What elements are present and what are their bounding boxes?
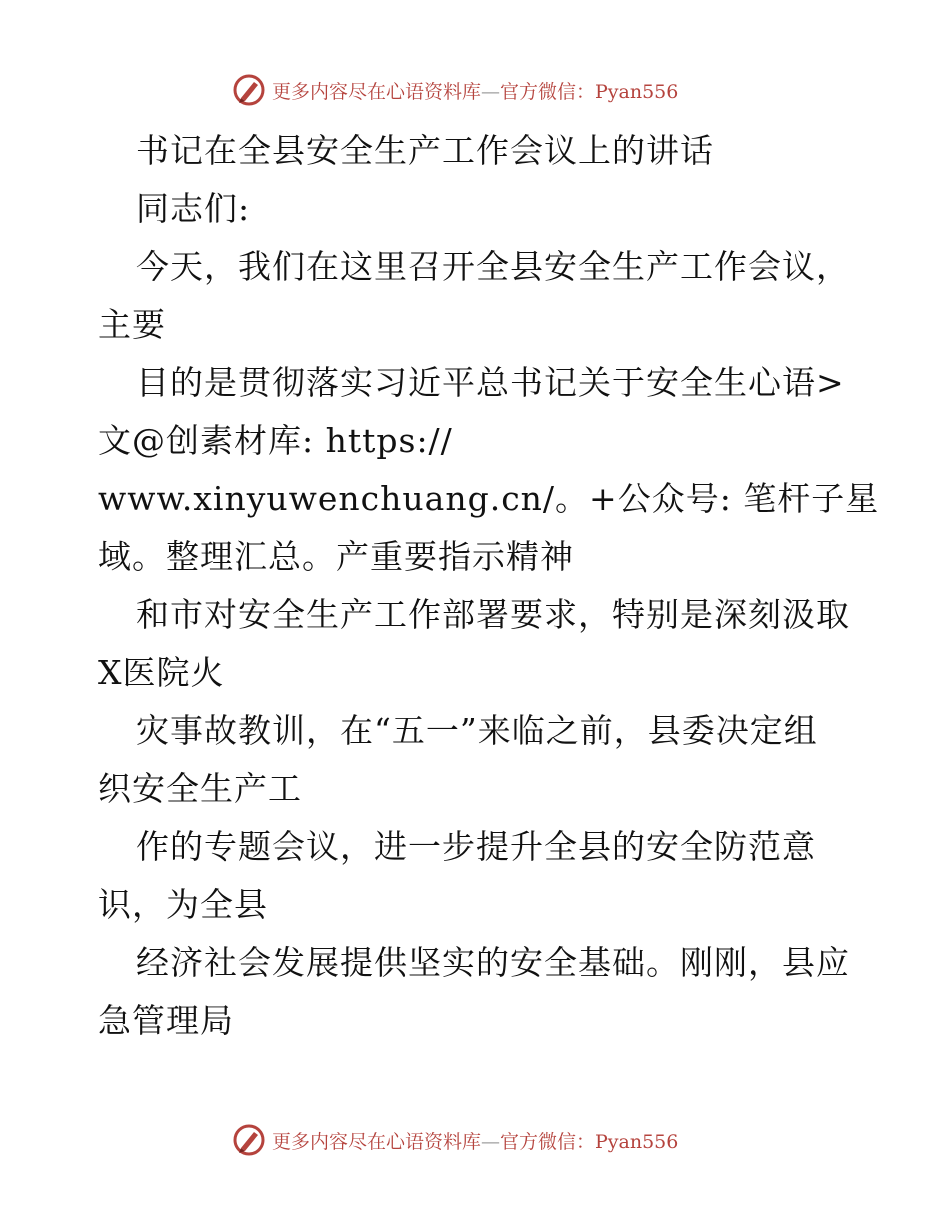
footer-banner-separator: — — [481, 1130, 501, 1153]
paragraph-line: 作的专题会议，进一步提升全县的安全防范意 — [136, 827, 816, 866]
paragraph-line: 织安全生产工 — [98, 769, 302, 808]
footer-banner-text — [272, 1127, 678, 1154]
paragraph-line: www.xinyuwenchuang.cn/。+公众号: 笔杆子星 — [98, 479, 880, 518]
paragraph-line: 和市对安全生产工作部署要求，特别是深刻汲取 — [136, 595, 850, 634]
document-body — [98, 122, 880, 1050]
footer-banner-main: 更多内容尽在心语资料库 — [272, 1130, 482, 1153]
paragraph-line: 文@创素材库: https:// — [98, 421, 453, 460]
paragraph-line: 主要 — [98, 305, 166, 344]
salutation: 同志们: — [136, 189, 251, 228]
paragraph-line: X医院火 — [98, 653, 225, 692]
header-banner-wechat: 官方微信：Pyan556 — [500, 80, 679, 103]
pen-logo-icon — [232, 1123, 266, 1157]
paragraph-line: 经济社会发展提供坚实的安全基础。刚刚，县应 — [136, 943, 850, 982]
document-title: 书记在全县安全生产工作会议上的讲话 — [136, 131, 714, 170]
footer-banner — [232, 1122, 752, 1158]
paragraph-line: 今天，我们在这里召开全县安全生产工作会议， — [136, 247, 850, 286]
paragraph-line: 域。整理汇总。产重要指示精神 — [98, 537, 574, 576]
paragraph-line: 灾事故教训，在“五一”来临之前，县委决定组 — [136, 711, 818, 750]
header-banner — [232, 72, 752, 108]
paragraph-line: 目的是贯彻落实习近平总书记关于安全生心语> — [136, 363, 845, 402]
paragraph-line: 识，为全县 — [98, 885, 268, 924]
header-banner-text — [272, 77, 678, 104]
pen-logo-icon — [232, 73, 266, 107]
header-banner-main: 更多内容尽在心语资料库 — [272, 80, 482, 103]
header-banner-separator: — — [481, 80, 501, 103]
footer-banner-wechat: 官方微信：Pyan556 — [500, 1130, 679, 1153]
paragraph-line: 急管理局 — [98, 1001, 234, 1040]
